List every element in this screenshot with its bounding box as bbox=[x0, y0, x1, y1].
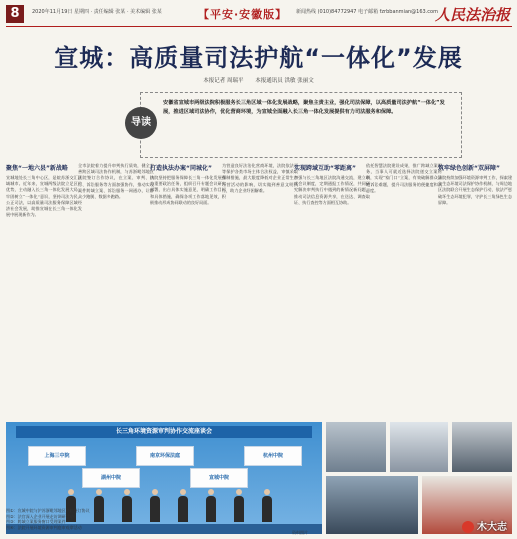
contact-info: 新闻热线 (010)84772947 电子邮箱 fzrbbanmian@163.com bbox=[296, 9, 438, 15]
photo-credit: 资料图片 bbox=[292, 530, 308, 535]
article-columns bbox=[6, 160, 512, 420]
column-text: 依托智慧法院建设成果，推广跨域立案服务，当事人可就近选择法院递交立案材料，实现“家门口”立案，有效破解群众异地诉讼难题，提升司法服务的便捷度和满意度。 bbox=[366, 163, 442, 193]
conference-banner: 长三角环境资源审判协作交流座谈会 bbox=[16, 426, 312, 438]
photo-thumbnail bbox=[326, 476, 418, 534]
watermark-logo-icon bbox=[462, 521, 474, 533]
photo-thumbnail bbox=[452, 422, 512, 472]
court-sign: 杭州中院 bbox=[244, 446, 302, 466]
court-sign: 宣城中院 bbox=[190, 468, 248, 488]
watermark bbox=[462, 518, 507, 533]
column-text: 法院坚持把服务保障长三角一体化发展作为重要政治任务，组织召开专题会议研究部署，出台具体实施意见，明确工作目标和具体措施，确保各项工作落地见效，积极推动形成协同联动的良好局面。 bbox=[150, 175, 226, 205]
column-5 bbox=[294, 160, 370, 416]
article-headline: 宣城：高质量司法护航“一体化”发展 bbox=[54, 44, 463, 72]
lead-box bbox=[131, 92, 462, 158]
page-number: 8 bbox=[6, 5, 24, 23]
column-6 bbox=[366, 160, 442, 416]
caption-line: 图④：法院开展环境资源审判庭审观摩活动 bbox=[6, 524, 82, 530]
column-4 bbox=[222, 160, 298, 416]
photo-thumbnail bbox=[390, 422, 448, 472]
article-byline bbox=[0, 76, 517, 84]
photo-captions bbox=[6, 508, 306, 530]
newspaper-logo: 人民法治报 bbox=[434, 6, 510, 24]
masthead bbox=[6, 4, 512, 27]
column-subhead: 聚焦“一地六县”新战略 bbox=[6, 165, 68, 172]
court-sign: 南京环保法庭 bbox=[136, 446, 194, 466]
column-3 bbox=[150, 160, 226, 416]
issue-meta: 2020年11月19日 星期四 · 责任编辑 张某 · 美术编辑 张某 bbox=[32, 9, 162, 15]
lead-text: 安徽省宣城市两级法院积极服务长三角区域一体化发展战略，聚焦主责主业，强化司法保障，以高质量司法护航“一体化”发展，推进区域司法协作，优化营商环境，为宣城全面融入长三角一体化发展提供有力司法服务和保障。 bbox=[163, 100, 445, 115]
caption-line: 图③：跨域立案服务窗口受理案件 bbox=[6, 519, 66, 524]
column-text: 全市法院着力提升审判执行质效，健全完善跨区域司法协作机制，与苏浙毗邻地区法院签订合作协议，在立案、审判、执行、诉讼服务等方面加强协作，推动实现案件跨域立案、诉讼服务一网通办，让群众少跑腿、数据多跑路。 bbox=[78, 163, 154, 200]
caption-line: 图②：法官深入企业开展走访调研活动 bbox=[6, 513, 74, 519]
column-subhead: 实现跨域互助“零距离” bbox=[294, 165, 356, 172]
edition-title: 【平安·安徽版】 bbox=[198, 8, 288, 21]
column-text: 为营造良好法治化营商环境，法院依法平等保护各类市场主体合法权益，审慎采取强制措施，最大限度降低对企业正常生产经营活动的影响，切实做到善意文明执行，助力企业纾困解难。 bbox=[222, 163, 298, 193]
lead-badge: 导读 bbox=[125, 107, 157, 139]
column-text: 加强与长三角地区法院沟通交流，建立联席会议制度，定期通报工作情况，共同研究解决审判执行中遇到的新情况新问题，推动司法信息资源共享，在送达、调查取证、执行查控等方面相互协助。 bbox=[294, 175, 370, 205]
watermark-text: 木大志 bbox=[477, 522, 507, 533]
court-sign: 上海三中院 bbox=[28, 446, 86, 466]
column-7 bbox=[438, 160, 512, 416]
column-1 bbox=[6, 160, 82, 416]
byline-correspondent: 本报通讯员 洪敏 张丽文 bbox=[255, 78, 314, 84]
byline-reporter: 本报记者 周瑞平 bbox=[203, 78, 244, 84]
column-2 bbox=[78, 160, 154, 416]
photo-thumbnail bbox=[326, 422, 386, 472]
court-sign: 湖州中院 bbox=[82, 468, 140, 488]
column-text: 法院持续加强环境资源审判工作，探索建立生态环境司法保护协作机制，与周边地区法院联合开展生态保护行动，依法严惩破坏生态环境犯罪，守护长三角绿色生态屏障。 bbox=[438, 175, 512, 205]
column-text: 宣城地处长三角中心区，是皖苏浙交汇区域城市。近年来，宣城两级法院立足区位优势，主动融入长三角一体化发展大局，牢固树立“一体化”意识，坚持司法为民、公正司法，以高质量司法服务保障区域经济社会发展，助推宣城在长三角一体化发展中展现新作为。 bbox=[6, 175, 82, 218]
column-subhead: 打造执法办案“同城化” bbox=[150, 165, 212, 172]
caption-line: 图①：宣城中院与沪苏浙毗邻地区法院签订协议 bbox=[6, 508, 90, 513]
column-subhead: 筑牢绿色创新“双屏障” bbox=[438, 165, 500, 172]
